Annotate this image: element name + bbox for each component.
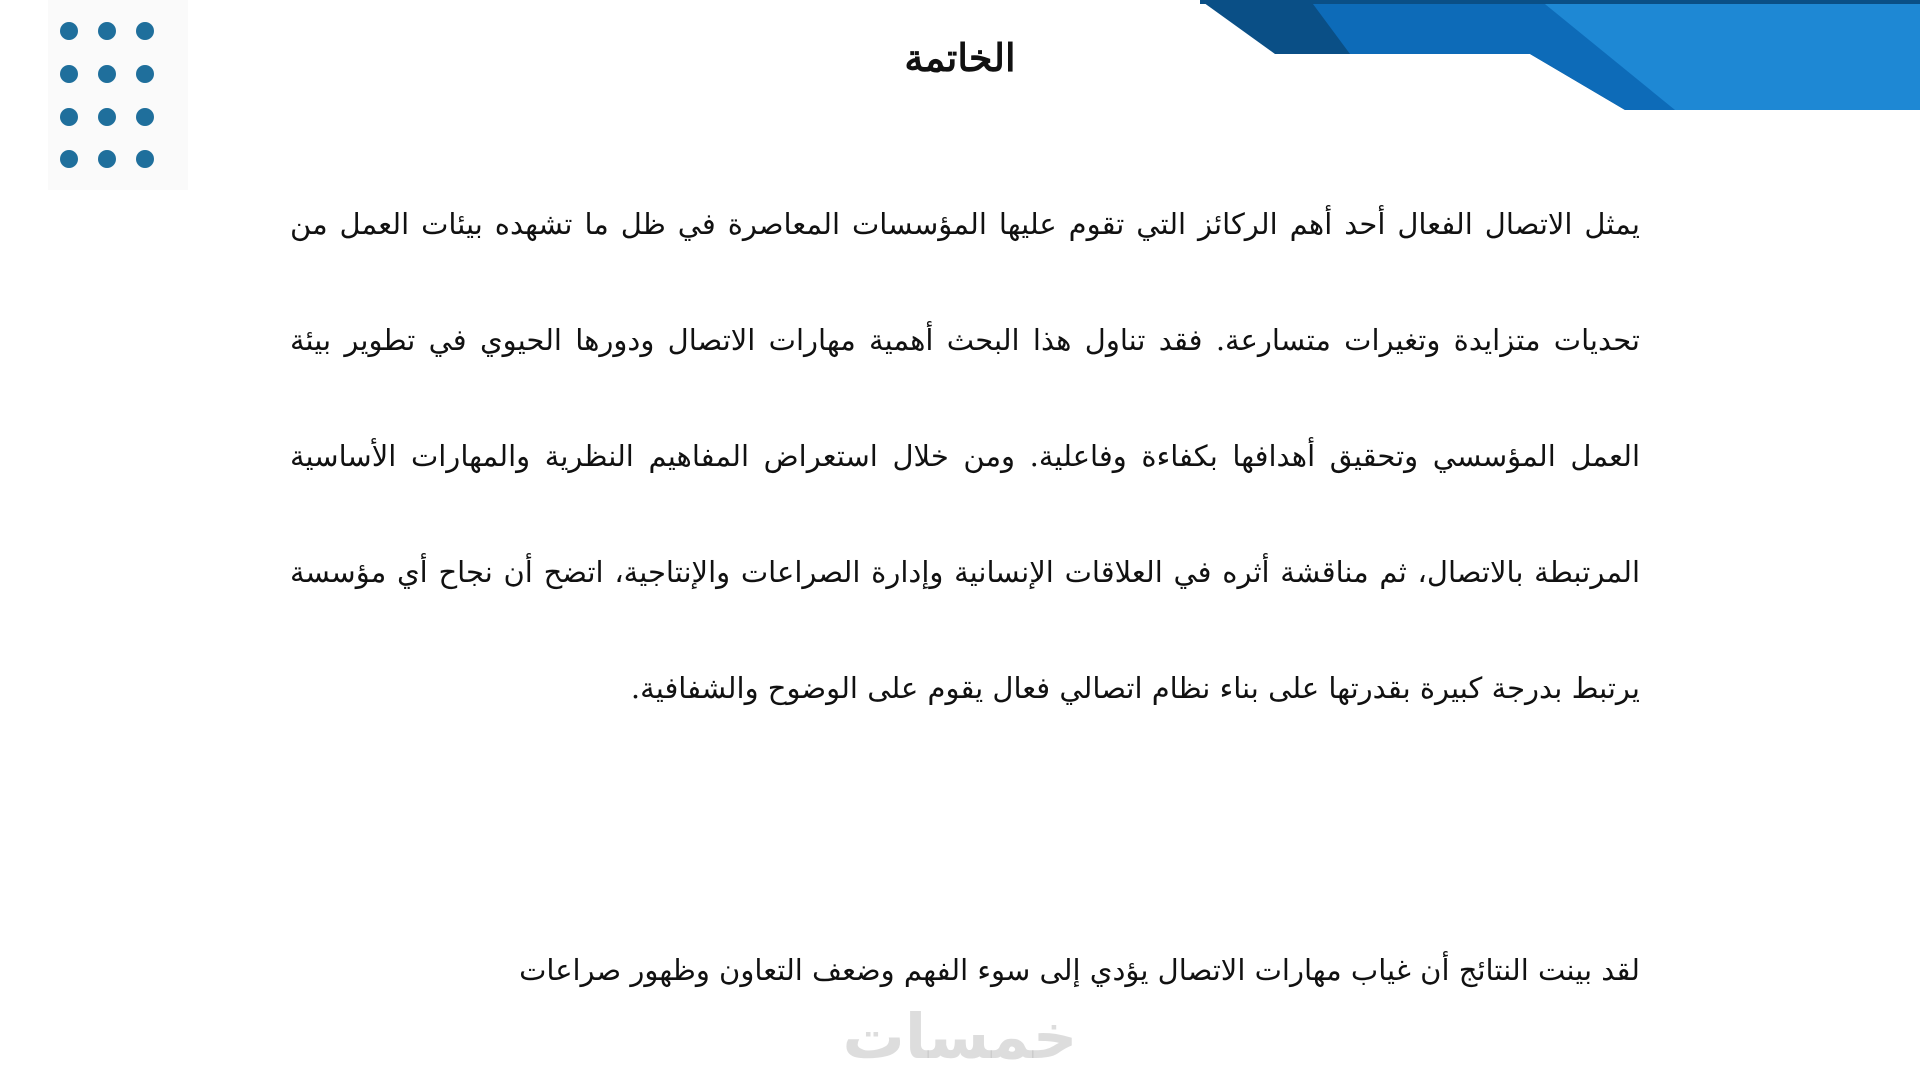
dot (60, 150, 78, 168)
dot (60, 108, 78, 126)
dot (98, 150, 116, 168)
dot (136, 150, 154, 168)
dot (98, 108, 116, 126)
paragraph-1: يمثل الاتصال الفعال أحد أهم الركائز التي تقوم عليها المؤسسات المعاصرة في ظل ما تشهده بيئات العمل من تحديات متزايدة وتغيرات متسارعة. فقد تناول هذا البحث أهمية مهارات الاتصال ودورها الحيوي في تطوير بيئة العمل المؤسسي وتحقيق أهدافها بكفاءة وفاعلية. ومن خلال استعراض المفاهيم النظرية والمهارات الأساسية المرتبطة بالاتصال، ثم مناقشة أثره في العلاقات الإنسانية وإدارة الصراعات والإنتاجية، اتضح أن نجاح أي مؤسسة يرتبط بدرجة كبيرة بقدرتها على بناء نظام اتصالي فعال يقوم على الوضوح والشفافية. (290, 207, 1640, 705)
page-title: الخاتمة (904, 35, 1016, 80)
dot (136, 108, 154, 126)
paragraph-2: لقد بينت النتائج أن غياب مهارات الاتصال يؤدي إلى سوء الفهم وضعف التعاون وظهور صراعات (519, 953, 1640, 987)
watermark-logo: خمسات (842, 1000, 1078, 1073)
